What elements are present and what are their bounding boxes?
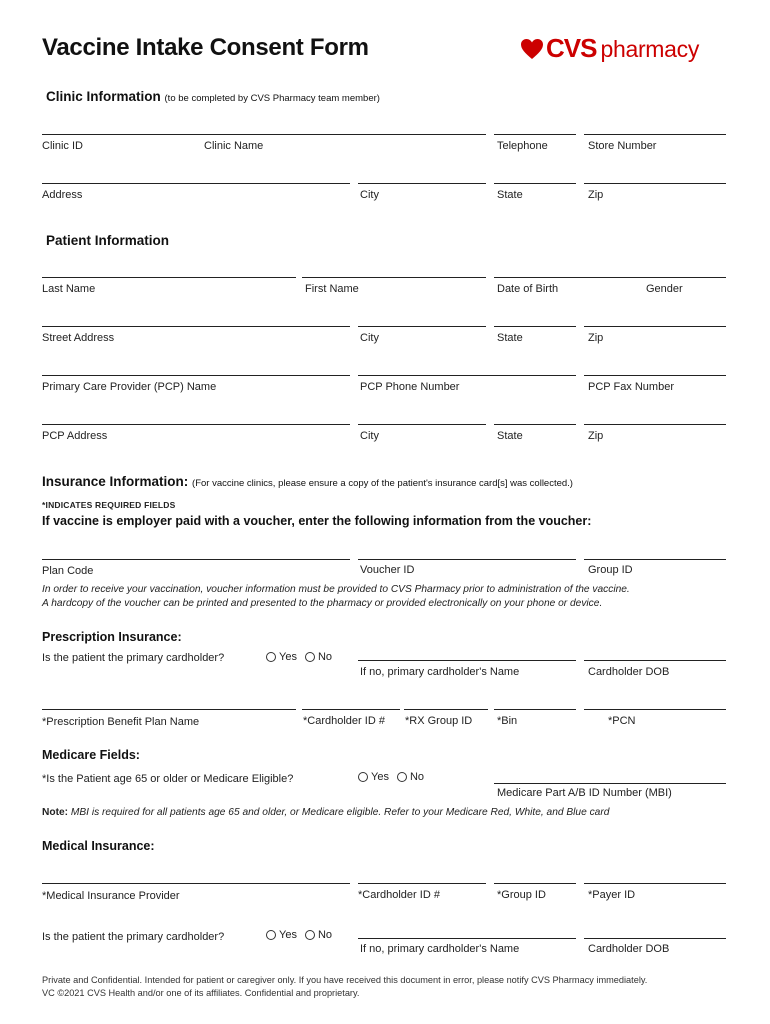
patient-city-line[interactable] (358, 326, 486, 327)
medical-provider-line[interactable] (42, 883, 350, 884)
voucher-note-line-2: A hardcopy of the voucher can be printed and presented to the pharmacy or provided electronically on your phone or device. (42, 598, 603, 609)
voucher-note-line-1: In order to receive your vaccination, voucher information must be provided to CVS Pharmacy prior to administration of the vaccine. (42, 584, 630, 595)
radio-circle-icon[interactable] (305, 930, 315, 940)
clinic-city-label: City (360, 189, 379, 201)
footer-line-2: VC ©2021 CVS Health and/or one of its affiliates. Confidential and proprietary. (42, 988, 360, 998)
cvs-pharmacy-logo (520, 33, 699, 64)
medicare-question: *Is the Patient age 65 or older or Medicare Eligible? (42, 773, 294, 785)
radio-circle-icon[interactable] (266, 930, 276, 940)
radio-circle-icon[interactable] (358, 772, 368, 782)
clinic-note: (to be completed by CVS Pharmacy team member) (164, 93, 380, 104)
last-name-label: Last Name (42, 283, 96, 295)
store-number-line[interactable] (584, 134, 726, 135)
clinic-address-line[interactable] (42, 183, 350, 184)
clinic-state-line[interactable] (494, 183, 576, 184)
radio-circle-icon[interactable] (266, 652, 276, 662)
medical-group-id-label: *Group ID (497, 889, 546, 901)
medical-cardholder-dob-line[interactable] (584, 938, 726, 939)
voucher-heading: If vaccine is employer paid with a voucher, enter the following information from the voucher: (42, 514, 592, 528)
medical-heading: Medical Insurance: (42, 839, 155, 853)
first-name-label: First Name (305, 283, 359, 295)
patient-zip-label: Zip (588, 332, 604, 344)
medical-cardholder-dob-label: Cardholder DOB (588, 943, 670, 955)
rx-plan-name-label: *Prescription Benefit Plan Name (42, 716, 200, 728)
rx-cardholder-name-label: If no, primary cardholder's Name (360, 666, 520, 678)
rx-bin-line[interactable] (494, 709, 576, 710)
plan-code-label: Plan Code (42, 565, 94, 577)
dob-label: Date of Birth (497, 283, 559, 295)
street-address-line[interactable] (42, 326, 350, 327)
pcp-name-line[interactable] (42, 375, 350, 376)
patient-state-line[interactable] (494, 326, 576, 327)
medicare-note (42, 807, 609, 818)
medical-cardholder-name-label: If no, primary cardholder's Name (360, 943, 520, 955)
pcp-zip-line[interactable] (584, 424, 726, 425)
rx-group-id-line[interactable] (404, 709, 488, 710)
voucher-id-line[interactable] (358, 559, 576, 560)
required-fields-note: *INDICATES REQUIRED FIELDS (42, 500, 176, 510)
rx-cardholder-dob-line[interactable] (584, 660, 726, 661)
rx-primary-no-option[interactable]: No (305, 651, 332, 663)
street-address-label: Street Address (42, 332, 115, 344)
dob-gender-line[interactable] (494, 277, 726, 278)
pcp-phone-line[interactable] (358, 375, 576, 376)
pcp-address-label: PCP Address (42, 430, 108, 442)
patient-zip-line[interactable] (584, 326, 726, 327)
gender-label: Gender (646, 283, 683, 295)
group-id-label: Group ID (588, 564, 633, 576)
pcp-city-line[interactable] (358, 424, 486, 425)
first-name-line[interactable] (302, 277, 486, 278)
footer-line-1: Private and Confidential. Intended for patient or caregiver only. If you have received this document in error, please notify CVS Pharmacy immediately. (42, 975, 648, 985)
pcp-address-line[interactable] (42, 424, 350, 425)
last-name-line[interactable] (42, 277, 296, 278)
patient-heading: Patient Information (46, 233, 170, 248)
radio-circle-icon[interactable] (305, 652, 315, 662)
voucher-id-label: Voucher ID (360, 564, 415, 576)
medical-cardholder-name-line[interactable] (358, 938, 576, 939)
medical-primary-yes-option[interactable]: Yes (266, 929, 297, 941)
medical-payer-id-line[interactable] (584, 883, 726, 884)
group-id-line[interactable] (584, 559, 726, 560)
rx-bin-label: *Bin (497, 715, 518, 727)
rx-cardholder-id-label: *Cardholder ID # (303, 715, 385, 727)
mbi-line[interactable] (494, 783, 726, 784)
medical-payer-id-label: *Payer ID (588, 889, 636, 901)
pcp-state-line[interactable] (494, 424, 576, 425)
rx-plan-name-line[interactable] (42, 709, 296, 710)
medical-cardholder-id-label: *Cardholder ID # (358, 889, 440, 901)
clinic-heading: Clinic Information (46, 89, 161, 104)
clinic-name-label: Clinic Name (204, 140, 264, 152)
clinic-id-name-line[interactable] (42, 134, 486, 135)
prescription-heading: Prescription Insurance: (42, 630, 182, 644)
clinic-zip-line[interactable] (584, 183, 726, 184)
logo-cvs-text: CVS (546, 33, 597, 63)
rx-primary-yes-option[interactable]: Yes (266, 651, 297, 663)
patient-state-label: State (497, 332, 523, 344)
medical-provider-label: *Medical Insurance Provider (42, 890, 180, 902)
rx-cardholder-id-line[interactable] (302, 709, 400, 710)
medicare-note-text: MBI is required for all patients age 65 and older, or Medicare eligible. Refer to your Medicare Red, White, and Blue card (70, 807, 610, 818)
plan-code-line[interactable] (42, 559, 350, 560)
medical-primary-radio-group (266, 929, 340, 941)
medical-primary-no-option[interactable]: No (305, 929, 332, 941)
telephone-label: Telephone (497, 140, 548, 152)
pcp-name-label: Primary Care Provider (PCP) Name (42, 381, 217, 393)
rx-primary-radio-group (266, 651, 340, 663)
pcp-fax-line[interactable] (584, 375, 726, 376)
pcp-fax-label: PCP Fax Number (588, 381, 674, 393)
rx-cardholder-name-line[interactable] (358, 660, 576, 661)
page-title: Vaccine Intake Consent Form (42, 34, 369, 61)
clinic-state-label: State (497, 189, 523, 201)
radio-circle-icon[interactable] (397, 772, 407, 782)
mbi-label: Medicare Part A/B ID Number (MBI) (497, 787, 672, 799)
medicare-note-bold: Note: (42, 807, 69, 818)
insurance-section-heading (42, 474, 573, 489)
pcp-zip-label: Zip (588, 430, 604, 442)
medicare-no-option[interactable]: No (397, 771, 424, 783)
pcp-phone-label: PCP Phone Number (360, 381, 460, 393)
telephone-line[interactable] (494, 134, 576, 135)
rx-cardholder-dob-label: Cardholder DOB (588, 666, 670, 678)
medical-cardholder-id-line[interactable] (358, 883, 486, 884)
insurance-note: (For vaccine clinics, please ensure a copy of the patient's insurance card[s] was collected.) (192, 478, 573, 489)
footer (42, 974, 732, 1000)
heart-icon (520, 38, 544, 60)
clinic-zip-label: Zip (588, 189, 604, 201)
medicare-heading: Medicare Fields: (42, 748, 140, 762)
medicare-yes-option[interactable]: Yes (358, 771, 389, 783)
clinic-section-heading (46, 89, 380, 104)
medical-group-id-line[interactable] (494, 883, 576, 884)
medical-primary-question: Is the patient the primary cardholder? (42, 931, 225, 943)
rx-group-id-label: *RX Group ID (405, 715, 473, 727)
rx-primary-question: Is the patient the primary cardholder? (42, 652, 225, 664)
clinic-address-label: Address (42, 189, 83, 201)
pcp-state-label: State (497, 430, 523, 442)
medicare-radio-group (358, 771, 432, 783)
rx-pcn-label: *PCN (608, 715, 636, 727)
logo-pharmacy-text: pharmacy (600, 36, 700, 62)
pcp-city-label: City (360, 430, 379, 442)
clinic-id-label: Clinic ID (42, 140, 83, 152)
patient-city-label: City (360, 332, 379, 344)
rx-pcn-line[interactable] (584, 709, 726, 710)
store-number-label: Store Number (588, 140, 657, 152)
clinic-city-line[interactable] (358, 183, 486, 184)
insurance-heading: Insurance Information: (42, 474, 189, 489)
